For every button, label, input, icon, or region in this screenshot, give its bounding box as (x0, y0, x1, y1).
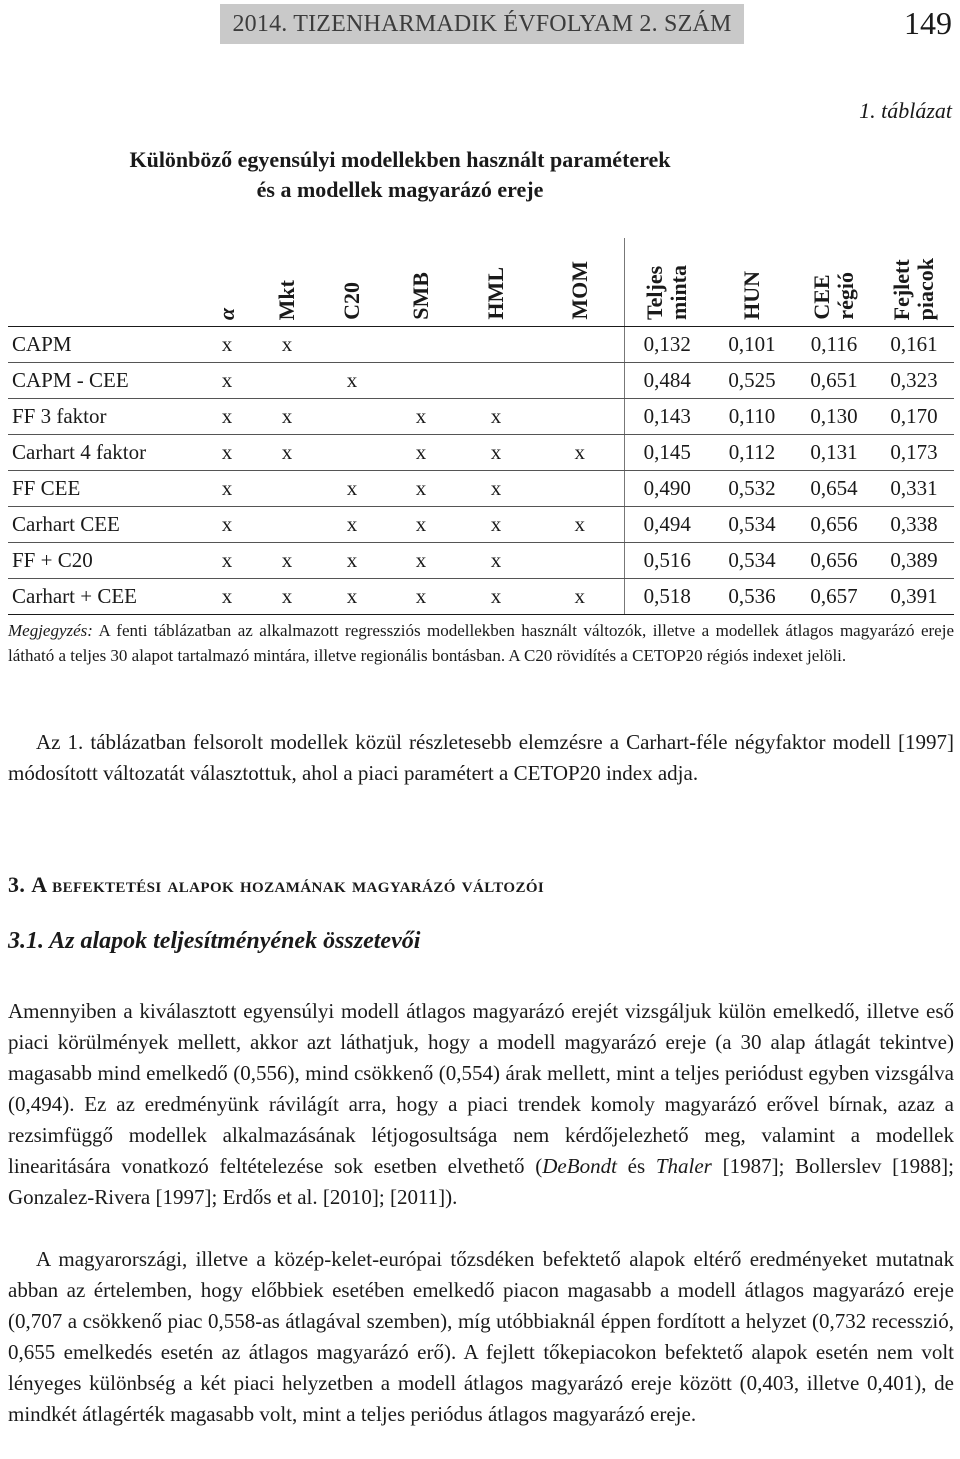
table-cell: 0,391 (874, 579, 954, 615)
column-header: Fejlett piacok (874, 238, 954, 327)
table-cell: 0,130 (794, 399, 874, 435)
citation-author: DeBondt (542, 1154, 617, 1178)
table-cell: 0,132 (624, 327, 710, 363)
table-cell: x (256, 435, 318, 471)
row-label: FF CEE (8, 471, 198, 507)
table-row (8, 363, 954, 399)
column-header: HUN (710, 238, 794, 327)
note-text: A fenti táblázatban az alkalmazott regressziós modellekben használt változók, illetve a modellek átlagos magyarázó ereje látható a teljes 30 alapot tartalmazó mintára, illetve regionális bontásban. A C20 rövidítés a CETOP20 régiós indexet jelöli. (8, 621, 954, 665)
table-cell (536, 327, 624, 363)
table-row (8, 435, 954, 471)
page-number: 149 (904, 5, 952, 41)
table-cell (318, 399, 386, 435)
table-cell: x (318, 579, 386, 615)
table-cell: 0,494 (624, 507, 710, 543)
row-label: FF + C20 (8, 543, 198, 579)
subsection-heading: 3.1. Az alapok teljesítményének összetevői (8, 928, 421, 954)
section-title: A befektetési alapok hozamának magyarázó változói (31, 872, 545, 897)
table-cell: x (318, 471, 386, 507)
table-row (8, 543, 954, 579)
journal-issue-band: 2014. TIZENHARMADIK ÉVFOLYAM 2. SZÁM (220, 4, 744, 44)
table-cell: 0,534 (710, 507, 794, 543)
table-cell: x (198, 399, 256, 435)
table-row (8, 471, 954, 507)
table-cell (456, 327, 536, 363)
table-cell: 0,389 (874, 543, 954, 579)
table-cell (456, 363, 536, 399)
table-cell: 0,484 (624, 363, 710, 399)
body-paragraph-2: Amennyiben a kiválasztott egyensúlyi modell átlagos magyarázó erejét vizsgáljuk külön emelkedő, illetve eső piaci körülmények mellett, akkor azt láthatjuk, hogy a modell magyarázó ereje (a 30 alap átlagát tekintve) magasabb mind emelkedő (0,556), mind csökkenő (0,554) árak mellett, mint a teljes periódust egyben vizsgálva (0,494). Ez az eredményünk rávilágít arra, hogy a piaci trendek komoly magyarázó erővel bírnak, azaz a rezsimfüggő modellek alkalmazásának létjogosultsága nem kérdőjelezhető meg, valamint a modellek linearitására vonatkozó feltételezése sok esetben elvethető (DeBondt és Thaler [1987]; Bollerslev [1988]; Gonzalez-Rivera [1997]; Erdős et al. [2010]; [2011]). (8, 999, 954, 1209)
table-cell: x (456, 435, 536, 471)
table-cell: 0,518 (624, 579, 710, 615)
table-cell: x (198, 363, 256, 399)
table-cell: 0,532 (710, 471, 794, 507)
row-label: CAPM - CEE (8, 363, 198, 399)
table-cell: 0,656 (794, 543, 874, 579)
table-cell (318, 327, 386, 363)
column-header: Mkt (256, 238, 318, 327)
table-row (8, 399, 954, 435)
table-cell: x (536, 435, 624, 471)
table-cell: x (456, 543, 536, 579)
table-cell: 0,651 (794, 363, 874, 399)
table-cell (536, 543, 624, 579)
table-cell: 0,131 (794, 435, 874, 471)
body-paragraph-3: A magyarországi, illetve a közép-kelet-európai tőzsdéken befektető alapok eltérő eredményeket mutatnak abban az értelemben, hogy előbbiek esetében emelkedő piacon magasabb a modell átlagos magyarázó ereje (0,707 a csökkenő piac 0,558-as átlagával szemben), míg utóbbiaknál éppen fordított a helyzet (0,732 recesszió, 0,655 emelkedés esetén az átlagos magyarázó erő). A fejlett tőkepiacokon befektető alapok esetén nem volt lényeges különbség a két piaci helyzetben a modell átlagos magyarázó ereje között (0,403, illetve 0,401), de mindkét átlagérték magasabb volt, mint a teljes periódus átlagos magyarázó ereje. (8, 1247, 954, 1426)
citation-author: Thaler (655, 1154, 712, 1178)
table-cell: 0,654 (794, 471, 874, 507)
running-header (0, 0, 960, 48)
table-cell: 0,525 (710, 363, 794, 399)
table-cell: 0,338 (874, 507, 954, 543)
table-cell: 0,657 (794, 579, 874, 615)
table-cell: x (536, 579, 624, 615)
table-cell (256, 471, 318, 507)
column-header: CEE régió (794, 238, 874, 327)
row-label: Carhart CEE (8, 507, 198, 543)
header-corner (8, 238, 198, 327)
table-cell: x (536, 507, 624, 543)
table-cell: x (198, 471, 256, 507)
table-cell: x (386, 435, 456, 471)
table-cell: x (198, 579, 256, 615)
row-label: Carhart + CEE (8, 579, 198, 615)
table-cell: x (198, 543, 256, 579)
table-cell: 0,536 (710, 579, 794, 615)
table-cell (536, 399, 624, 435)
table-header-row (8, 238, 954, 327)
table-cell: x (256, 327, 318, 363)
table-cell: x (456, 579, 536, 615)
table-cell (386, 327, 456, 363)
section-number: 3. (8, 872, 32, 897)
column-header: α (198, 238, 256, 327)
table-cell: x (456, 471, 536, 507)
table-cell: x (386, 471, 456, 507)
table-cell: x (256, 399, 318, 435)
table-cell: x (386, 543, 456, 579)
table-cell: x (456, 507, 536, 543)
table-cell (318, 435, 386, 471)
table-title-line-2: és a modellek magyarázó ereje (256, 177, 544, 202)
table-cell: 0,170 (874, 399, 954, 435)
row-label: CAPM (8, 327, 198, 363)
table-cell: 0,145 (624, 435, 710, 471)
table-cell: 0,143 (624, 399, 710, 435)
column-header: MOM (536, 238, 624, 327)
table-cell: x (198, 435, 256, 471)
table-cell (536, 471, 624, 507)
section-heading (8, 872, 544, 898)
table-label: 1. táblázat (859, 98, 952, 123)
body-paragraph-1: Az 1. táblázatban felsorolt modellek közül részletesebb elemzésre a Carhart-féle négyfaktor modell [1997] módosított változatát választottuk, ahol a piaci paramétert a CETOP20 index adja. (8, 730, 954, 785)
table-cell: 0,331 (874, 471, 954, 507)
table-cell: x (198, 327, 256, 363)
table-cell: 0,656 (794, 507, 874, 543)
note-label: Megjegyzés: (8, 621, 93, 640)
table-cell (256, 363, 318, 399)
row-label: FF 3 faktor (8, 399, 198, 435)
table-cell: 0,110 (710, 399, 794, 435)
table-cell: x (386, 507, 456, 543)
table-cell: x (318, 507, 386, 543)
table-cell: x (318, 543, 386, 579)
model-parameters-table (8, 238, 954, 615)
table-cell: 0,534 (710, 543, 794, 579)
table-cell: 0,516 (624, 543, 710, 579)
table-title-line-1: Különböző egyensúlyi modellekben használt paraméterek (129, 147, 671, 172)
table-cell: x (456, 399, 536, 435)
table-cell (256, 507, 318, 543)
table-cell: 0,116 (794, 327, 874, 363)
table-cell: 0,173 (874, 435, 954, 471)
table-cell: 0,161 (874, 327, 954, 363)
row-label: Carhart 4 faktor (8, 435, 198, 471)
table-cell: x (198, 507, 256, 543)
table-cell: 0,323 (874, 363, 954, 399)
table-note (8, 618, 954, 668)
table-cell (386, 363, 456, 399)
column-header: HML (456, 238, 536, 327)
column-header: Teljes minta (624, 238, 710, 327)
table-title (120, 145, 680, 205)
table-cell: 0,490 (624, 471, 710, 507)
table-row (8, 507, 954, 543)
table-cell: x (318, 363, 386, 399)
column-header: SMB (386, 238, 456, 327)
column-header: C20 (318, 238, 386, 327)
table-row (8, 579, 954, 615)
table-cell: 0,101 (710, 327, 794, 363)
table-cell: x (386, 399, 456, 435)
table-cell: x (256, 579, 318, 615)
table-cell: x (386, 579, 456, 615)
table-cell (536, 363, 624, 399)
table-cell: 0,112 (710, 435, 794, 471)
table-row (8, 327, 954, 363)
table-cell: x (256, 543, 318, 579)
